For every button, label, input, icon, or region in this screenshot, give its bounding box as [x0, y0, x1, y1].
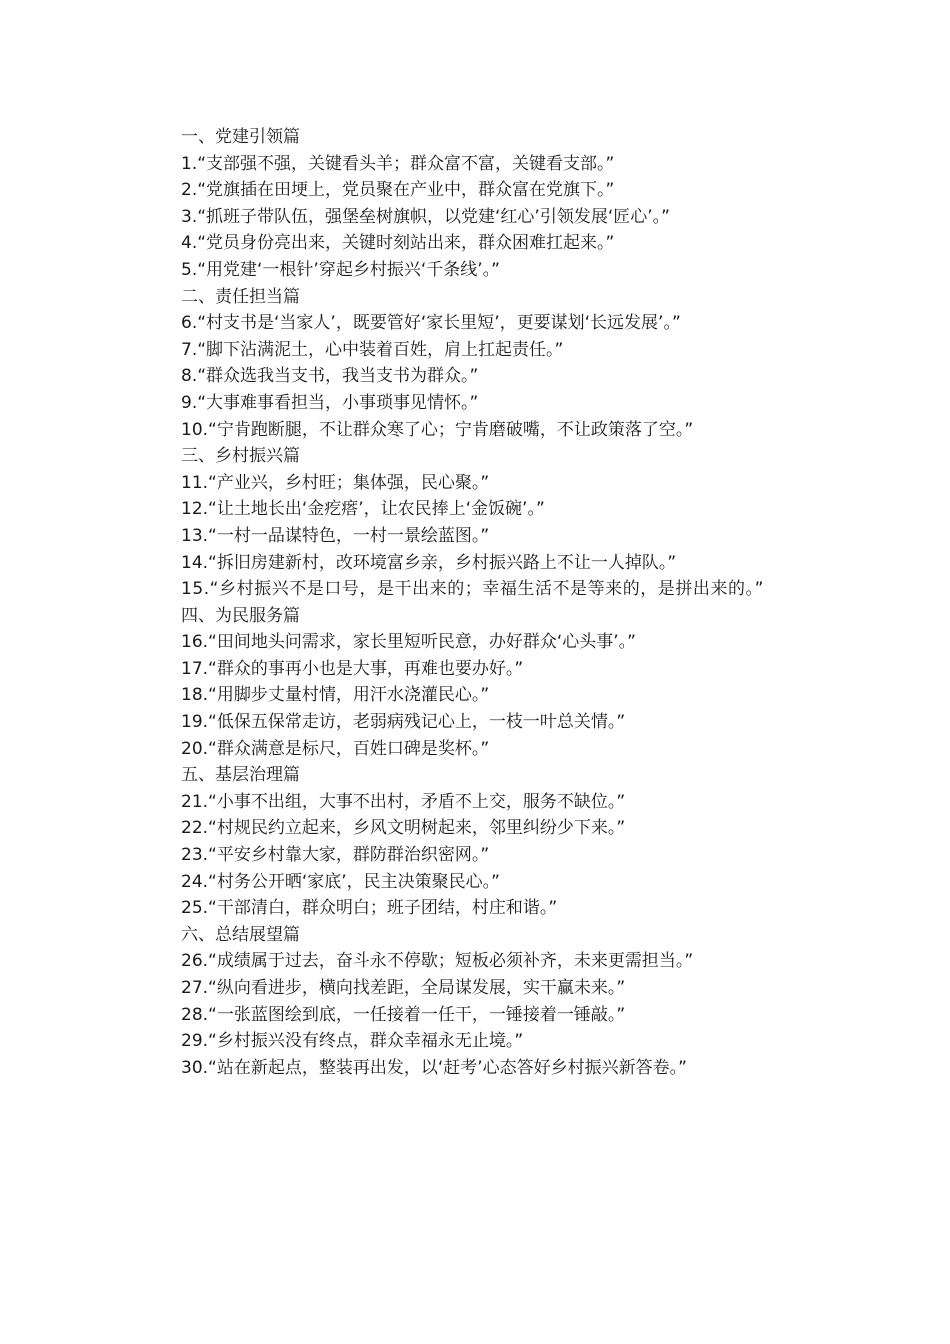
slogan-item: 20.“群众满意是标尺，百姓口碑是奖杯。” — [181, 738, 490, 759]
slogan-item: 13.“一村一品谋特色，一村一景绘蓝图。” — [181, 525, 490, 546]
document-body — [145, 124, 810, 1081]
section-summary-outlook — [145, 922, 810, 1082]
slogan-item: 16.“田间地头问需求，家长里短听民意，办好群众‘心头事’。” — [181, 632, 636, 653]
slogan-item: 11.“产业兴，乡村旺；集体强，民心聚。” — [181, 472, 490, 493]
slogan-item: 9.“大事难事看担当，小事琐事见情怀。” — [181, 392, 479, 413]
slogan-item: 25.“干部清白，群众明白；班子团结，村庄和谐。” — [181, 898, 558, 919]
slogan-item: 29.“乡村振兴没有终点，群众幸福永无止境。” — [181, 1031, 524, 1052]
section-heading: 三、乡村振兴篇 — [181, 446, 300, 467]
slogan-item: 27.“纵向看进步，横向找差距，全局谋发展，实干赢未来。” — [181, 978, 626, 998]
section-heading: 五、基层治理篇 — [181, 765, 300, 786]
slogan-item: 12.“让土地长出‘金疙瘩’，让农民捧上‘金饭碗’。” — [181, 499, 545, 520]
section-serving-people — [145, 603, 810, 763]
slogan-item: 8.“群众选我当支书，我当支书为群众。” — [181, 366, 479, 387]
slogan-item: 21.“小事不出组，大事不出村，矛盾不上交，服务不缺位。” — [181, 791, 626, 812]
slogan-item: 22.“村规民约立起来，乡风文明树起来，邻里纠纷少下来。” — [181, 818, 626, 839]
slogan-item: 17.“群众的事再小也是大事，再难也要办好。” — [181, 658, 524, 679]
section-responsibility — [145, 284, 810, 444]
slogan-item: 28.“一张蓝图绘到底，一任接着一任干，一锤接着一锤敲。” — [181, 1004, 626, 1025]
slogan-item: 15.“乡村振兴不是口号，是干出来的；幸福生活不是等来的，是拼出来的。” — [181, 579, 764, 600]
slogan-item: 3.“抓班子带队伍，强堡垒树旗帜，以党建‘红心’引领发展‘匠心’。” — [181, 206, 670, 227]
slogan-item: 7.“脚下沾满泥土，心中装着百姓，肩上扛起责任。” — [181, 339, 564, 360]
slogan-item: 6.“村支书是‘当家人’，既要管好‘家长里短’，更要谋划‘长远发展’。” — [181, 313, 681, 334]
slogan-item: 26.“成绩属于过去，奋斗永不停歇；短板必须补齐，未来更需担当。” — [181, 951, 694, 972]
slogan-item: 30.“站在新起点，整装再出发，以‘赶考’心态答好乡村振兴新答卷。” — [181, 1057, 687, 1078]
slogan-item: 23.“平安乡村靠大家，群防群治织密网。” — [181, 845, 490, 866]
section-heading: 一、党建引领篇 — [181, 127, 300, 147]
section-heading: 四、为民服务篇 — [181, 605, 300, 626]
slogan-item: 5.“用党建‘一根针’穿起乡村振兴‘千条线’。” — [181, 259, 500, 280]
slogan-item: 18.“用脚步丈量村情，用汗水浇灌民心。” — [181, 685, 490, 706]
slogan-item: 14.“拆旧房建新村，改环境富乡亲，乡村振兴路上不让一人掉队。” — [181, 552, 677, 573]
slogan-item: 2.“党旗插在田埂上，党员聚在产业中，群众富在党旗下。” — [181, 180, 615, 201]
section-party-leadership — [145, 124, 810, 284]
slogan-item: 4.“党员身份亮出来，关键时刻站出来，群众困难扛起来。” — [181, 233, 615, 254]
slogan-item: 10.“宁肯跑断腿，不让群众寒了心；宁肯磨破嘴，不让政策落了空。” — [181, 419, 694, 440]
section-grassroots-governance — [145, 762, 810, 922]
slogan-item: 24.“村务公开晒‘家底’，民主决策聚民心。” — [181, 871, 500, 892]
slogan-item: 19.“低保五保常走访，老弱病残记心上，一枝一叶总关情。” — [181, 712, 626, 733]
slogan-item: 1.“支部强不强，关键看头羊；群众富不富，关键看支部。” — [181, 153, 615, 174]
section-rural-revitalization — [145, 443, 810, 603]
section-heading: 六、总结展望篇 — [181, 924, 300, 945]
section-heading: 二、责任担当篇 — [181, 286, 300, 307]
